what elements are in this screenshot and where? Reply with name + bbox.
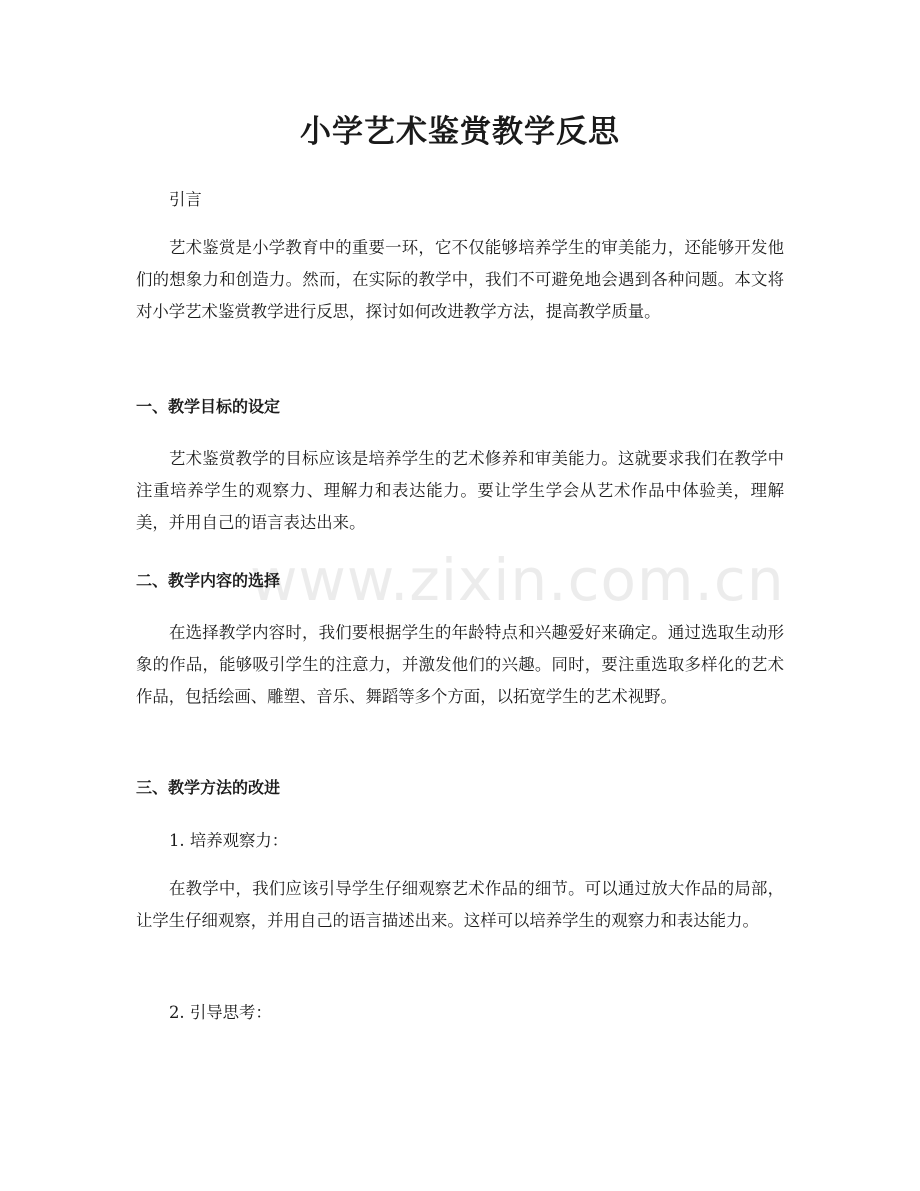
section-paragraph-1: 艺术鉴赏教学的目标应该是培养学生的艺术修养和审美能力。这就要求我们在教学中注重培养学生的观察力、理解力和表达能力。要让学生学会从艺术作品中体验美，理解美，并用自己的语言表达出来。 — [136, 449, 784, 532]
section-heading-1: 一、教学目标的设定 — [136, 397, 281, 416]
subitem-label-1: 1. 培养观察力： — [169, 831, 289, 850]
section-paragraph-2: 在选择教学内容时，我们要根据学生的年龄特点和兴趣爱好来确定。通过选取生动形象的作品，能够吸引学生的注意力，并激发他们的兴趣。同时，要注重选取多样化的艺术作品，包括绘画、雕塑、音乐、舞蹈等多个方面，以拓宽学生的艺术视野。 — [136, 623, 784, 706]
subitem-paragraph-1: 在教学中，我们应该引导学生仔细观察艺术作品的细节。可以通过放大作品的局部，让学生仔细观察，并用自己的语言描述出来。这样可以培养学生的观察力和表达能力。 — [136, 879, 784, 930]
watermark-text: www.zixin.com.cn — [250, 546, 785, 614]
section-heading-2: 二、教学内容的选择 — [136, 571, 281, 590]
document-title: 小学艺术鉴赏教学反思 — [300, 114, 620, 150]
intro-label: 引言 — [169, 190, 202, 209]
section-heading-3: 三、教学方法的改进 — [136, 778, 281, 797]
subitem-label-2: 2. 引导思考： — [169, 1003, 272, 1022]
intro-paragraph: 艺术鉴赏是小学教育中的重要一环，它不仅能够培养学生的审美能力，还能够开发他们的想象力和创造力。然而，在实际的教学中，我们不可避免地会遇到各种问题。本文将对小学艺术鉴赏教学进行反思，探讨如何改进教学方法，提高教学质量。 — [136, 238, 784, 321]
